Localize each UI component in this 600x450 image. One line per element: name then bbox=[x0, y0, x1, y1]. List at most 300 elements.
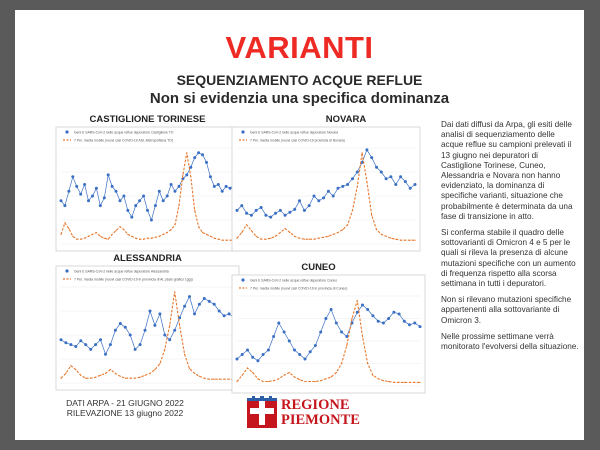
data-point bbox=[393, 382, 394, 383]
data-point bbox=[158, 190, 161, 193]
data-point bbox=[236, 381, 237, 382]
data-point bbox=[129, 334, 132, 337]
data-point bbox=[313, 195, 316, 198]
legend-label: 7 Per. media mobile (nuovi casi COVID-19 ASL Metropolitana TO) bbox=[74, 138, 173, 143]
data-point bbox=[124, 326, 127, 329]
data-point bbox=[122, 195, 125, 198]
chart-cuneo bbox=[231, 262, 426, 396]
data-point bbox=[414, 240, 415, 241]
data-point bbox=[149, 373, 150, 374]
data-point bbox=[135, 238, 136, 239]
data-point bbox=[224, 379, 225, 380]
data-point bbox=[119, 199, 122, 202]
data-point bbox=[218, 239, 219, 240]
data-point bbox=[95, 187, 98, 190]
data-point bbox=[319, 331, 322, 334]
chart-alessandria bbox=[55, 253, 240, 393]
data-point bbox=[90, 378, 91, 379]
data-point bbox=[214, 379, 215, 380]
data-source bbox=[55, 398, 195, 418]
data-point bbox=[171, 229, 172, 230]
data-point bbox=[197, 151, 200, 154]
data-point bbox=[357, 186, 358, 187]
data-point bbox=[340, 331, 343, 334]
data-point bbox=[380, 171, 383, 174]
data-point bbox=[115, 373, 116, 374]
data-point bbox=[332, 195, 335, 198]
data-point bbox=[96, 232, 97, 233]
data-point bbox=[246, 349, 249, 352]
data-point bbox=[284, 214, 287, 217]
data-point bbox=[299, 238, 300, 239]
data-point bbox=[268, 381, 269, 382]
chart-title: CASTIGLIONE TORINESE bbox=[89, 114, 206, 125]
data-point bbox=[386, 236, 387, 237]
data-point bbox=[88, 236, 89, 237]
data-point bbox=[218, 310, 221, 313]
data-point bbox=[100, 236, 101, 237]
data-point bbox=[120, 376, 121, 377]
data-point bbox=[79, 193, 82, 196]
data-point bbox=[247, 367, 248, 368]
data-point bbox=[337, 187, 340, 190]
data-point bbox=[277, 322, 280, 325]
description-text bbox=[441, 120, 579, 358]
data-point bbox=[414, 183, 417, 186]
data-point bbox=[74, 345, 77, 348]
data-point bbox=[313, 239, 314, 240]
chart-frame bbox=[232, 127, 420, 251]
data-point bbox=[371, 314, 374, 317]
chart-title: NOVARA bbox=[325, 114, 367, 125]
data-point bbox=[241, 232, 242, 233]
data-point bbox=[362, 152, 363, 153]
data-point bbox=[378, 378, 379, 379]
data-point bbox=[65, 373, 66, 374]
data-point bbox=[256, 359, 259, 362]
description-paragraph: Si conferma stabile il quadro delle sottovarianti di Omicron 4 e 5 per le quali si rileva la presenza di alcune mutazioni specifiche con un aumento di frequenza rispetto alla scorsa settimana in tutti i depuratori. bbox=[441, 228, 576, 289]
data-point bbox=[185, 173, 188, 176]
data-point bbox=[251, 230, 252, 231]
legend-label: Geni E SARS-CoV-2 nelle acque reflue depuratore Castiglione TO bbox=[74, 130, 174, 135]
data-point bbox=[361, 304, 364, 307]
data-point bbox=[205, 161, 208, 164]
data-point bbox=[203, 297, 206, 300]
data-point bbox=[267, 349, 270, 352]
legend-marker bbox=[241, 130, 244, 133]
data-point bbox=[79, 339, 82, 342]
data-point bbox=[351, 318, 352, 319]
data-point bbox=[362, 336, 363, 337]
data-point bbox=[202, 232, 203, 233]
legend-label: Geni E SARS-CoV-2 nelle acque reflue depuratore Cuneo bbox=[250, 278, 338, 283]
data-point bbox=[105, 373, 106, 374]
data-point bbox=[318, 238, 319, 239]
chart-plot bbox=[231, 274, 426, 394]
logo-line: REGIONE bbox=[281, 397, 350, 413]
chart-frame bbox=[232, 275, 425, 393]
data-point bbox=[147, 238, 148, 239]
data-point bbox=[183, 305, 186, 308]
data-point bbox=[163, 334, 166, 337]
data-point bbox=[91, 195, 94, 198]
data-point bbox=[99, 204, 102, 207]
data-point bbox=[70, 365, 71, 366]
chart-novara bbox=[231, 114, 421, 254]
data-point bbox=[217, 183, 220, 186]
data-point bbox=[138, 199, 141, 202]
data-point bbox=[168, 338, 171, 341]
data-point bbox=[142, 195, 145, 198]
data-point bbox=[226, 240, 227, 241]
data-point bbox=[115, 190, 118, 193]
data-point bbox=[337, 232, 338, 233]
data-point bbox=[174, 224, 175, 225]
data-point bbox=[245, 212, 248, 215]
data-point bbox=[285, 228, 286, 229]
data-point bbox=[240, 204, 243, 207]
data-point bbox=[289, 232, 290, 233]
data-point bbox=[298, 199, 301, 202]
data-point bbox=[150, 219, 153, 222]
data-point bbox=[75, 185, 78, 188]
data-point bbox=[419, 325, 422, 328]
data-point bbox=[109, 343, 112, 346]
data-point bbox=[414, 382, 415, 383]
legend-label: 7 Per. media mobile (nuovi casi COVID-19 provincia di Novara) bbox=[250, 138, 345, 143]
sampling-date: RILEVAZIONE 13 giugno 2022 bbox=[66, 408, 184, 418]
data-point bbox=[328, 236, 329, 237]
data-point bbox=[75, 369, 76, 370]
data-point bbox=[130, 216, 133, 219]
data-point bbox=[303, 209, 306, 212]
data-point bbox=[251, 356, 254, 359]
data-point bbox=[134, 348, 137, 351]
data-point bbox=[322, 196, 325, 199]
data-point bbox=[352, 210, 353, 211]
data-point bbox=[134, 204, 137, 207]
data-point bbox=[310, 381, 311, 382]
data-point bbox=[294, 376, 295, 377]
data-point bbox=[167, 232, 168, 233]
data-point bbox=[190, 176, 191, 177]
data-point bbox=[154, 204, 157, 207]
data-point bbox=[130, 378, 131, 379]
data-point bbox=[409, 187, 412, 190]
data-point bbox=[178, 185, 181, 188]
data-point bbox=[201, 153, 204, 156]
data-point bbox=[327, 190, 330, 193]
chart-plot bbox=[55, 265, 240, 391]
data-point bbox=[103, 196, 106, 199]
data-point bbox=[94, 343, 97, 346]
data-point bbox=[293, 208, 296, 211]
data-point bbox=[174, 291, 175, 292]
data-point bbox=[351, 177, 354, 180]
data-point bbox=[377, 320, 380, 323]
data-point bbox=[110, 369, 111, 370]
data-point bbox=[125, 378, 126, 379]
data-point bbox=[372, 375, 373, 376]
data-point bbox=[131, 236, 132, 237]
data-point bbox=[257, 378, 258, 379]
data-point bbox=[213, 185, 216, 188]
data-point bbox=[274, 212, 277, 215]
data-point bbox=[221, 190, 224, 193]
data-point bbox=[229, 379, 230, 380]
data-point bbox=[371, 215, 372, 216]
data-point bbox=[309, 350, 312, 353]
data-point bbox=[341, 185, 344, 188]
data-point bbox=[119, 226, 120, 227]
piemonte-flag-icon bbox=[247, 396, 277, 428]
data-point bbox=[280, 232, 281, 233]
data-point bbox=[413, 322, 416, 325]
data-point bbox=[64, 222, 65, 223]
data-point bbox=[370, 156, 373, 159]
data-point bbox=[273, 380, 274, 381]
data-point bbox=[250, 214, 253, 217]
data-point bbox=[419, 382, 420, 383]
page-title: VARIANTI bbox=[225, 30, 374, 65]
data-point bbox=[382, 322, 385, 325]
description-paragraph: Nelle prossime settimane verrà monitorato l'evolversi della situazione. bbox=[441, 331, 579, 352]
data-point bbox=[104, 238, 105, 239]
data-point bbox=[60, 234, 61, 235]
data-point bbox=[400, 240, 401, 241]
data-point bbox=[323, 237, 324, 238]
data-point bbox=[194, 373, 195, 374]
data-point bbox=[206, 234, 207, 235]
data-point bbox=[186, 152, 187, 153]
data-point bbox=[159, 363, 160, 364]
data-point bbox=[140, 377, 141, 378]
data-point bbox=[154, 369, 155, 370]
data-point bbox=[213, 303, 216, 306]
data-point bbox=[317, 199, 320, 202]
data-point bbox=[111, 185, 114, 188]
chart-frame bbox=[56, 266, 239, 390]
data-point bbox=[146, 209, 149, 212]
data-point bbox=[222, 240, 223, 241]
data-point bbox=[119, 322, 122, 325]
data-point bbox=[308, 204, 311, 207]
data-point bbox=[304, 239, 305, 240]
data-point bbox=[388, 381, 389, 382]
legend-label: Geni E SARS-CoV-2 nelle acque reflue depuratore Novara bbox=[250, 130, 339, 135]
chart-plot bbox=[231, 126, 421, 252]
data-point bbox=[325, 378, 326, 379]
data-point bbox=[209, 379, 210, 380]
data-point bbox=[80, 239, 81, 240]
legend-marker bbox=[241, 278, 244, 281]
data-point bbox=[139, 343, 142, 346]
data-point bbox=[392, 311, 395, 314]
data-point bbox=[126, 209, 129, 212]
data-point bbox=[288, 340, 291, 343]
data-point bbox=[199, 376, 200, 377]
data-point bbox=[151, 238, 152, 239]
data-point bbox=[63, 204, 66, 207]
data-point bbox=[164, 349, 165, 350]
data-point bbox=[60, 199, 63, 202]
data-point bbox=[189, 368, 190, 369]
data-point bbox=[275, 236, 276, 237]
description-paragraph: Dai dati diffusi da Arpa, gli esiti delle analisi di sequenziamento delle acque reflue su campioni prelevati il 13 giugno nei depuratori di Castiglione Torinese, Cuneo, Alessandria e Novara non hanno evidenziato, la dominanza di specifiche varianti, situazione che probabilmente è determinata da una fase di transizione in atto. bbox=[441, 120, 573, 221]
data-point bbox=[255, 209, 258, 212]
data-point bbox=[270, 238, 271, 239]
data-point bbox=[112, 234, 113, 235]
data-point bbox=[198, 303, 201, 306]
data-point bbox=[100, 375, 101, 376]
data-point bbox=[314, 344, 317, 347]
data-point bbox=[376, 229, 377, 230]
data-point bbox=[114, 329, 117, 332]
data-point bbox=[68, 228, 69, 229]
data-point bbox=[193, 312, 196, 315]
data-point bbox=[83, 183, 86, 186]
data-point bbox=[335, 322, 338, 325]
data-point bbox=[92, 234, 93, 235]
data-point bbox=[283, 331, 286, 334]
description-paragraph: Non si rilevano mutazioni specifiche appartenenti alla sottovariante di Omicron 3. bbox=[441, 295, 572, 325]
data-point bbox=[144, 329, 147, 332]
data-point bbox=[299, 379, 300, 380]
data-point bbox=[64, 341, 67, 344]
data-point bbox=[336, 372, 337, 373]
data-point bbox=[289, 372, 290, 373]
data-point bbox=[262, 353, 265, 356]
data-point bbox=[60, 338, 63, 341]
data-point bbox=[246, 224, 247, 225]
data-point bbox=[309, 239, 310, 240]
data-point bbox=[127, 234, 128, 235]
regione-piemonte-logo bbox=[247, 396, 387, 430]
data-point bbox=[375, 166, 378, 169]
data-point bbox=[214, 238, 215, 239]
data-point bbox=[399, 382, 400, 383]
data-point bbox=[260, 206, 263, 209]
data-point bbox=[135, 378, 136, 379]
data-point bbox=[170, 183, 173, 186]
data-point bbox=[184, 354, 185, 355]
data-point bbox=[252, 372, 253, 373]
data-point bbox=[341, 363, 342, 364]
data-point bbox=[104, 353, 107, 356]
data-point bbox=[304, 381, 305, 382]
data-point bbox=[219, 379, 220, 380]
data-point bbox=[87, 199, 90, 202]
data-point bbox=[241, 353, 244, 356]
legend-label: Geni E SARS-CoV-2 nelle acque reflue depuratore Alessandria bbox=[74, 269, 169, 274]
chart-plot bbox=[55, 126, 240, 252]
data-point bbox=[107, 173, 110, 176]
data-point bbox=[85, 378, 86, 379]
data-point bbox=[84, 343, 87, 346]
data-point bbox=[223, 314, 226, 317]
data-point bbox=[84, 238, 85, 239]
data-date: DATI ARPA - 21 GIUGNO 2022 bbox=[66, 398, 184, 408]
data-point bbox=[298, 353, 301, 356]
data-point bbox=[144, 375, 145, 376]
data-point bbox=[410, 240, 411, 241]
logo-line: PIEMONTE bbox=[281, 411, 360, 428]
data-point bbox=[390, 238, 391, 239]
chart-castiglione bbox=[55, 114, 240, 254]
data-point bbox=[209, 175, 212, 178]
data-point bbox=[95, 377, 96, 378]
data-point bbox=[236, 209, 239, 212]
legend-label: 7 Per. media mobile (nuovi casi COVID-19 in provincia di Cuneo) bbox=[250, 286, 348, 291]
data-point bbox=[399, 175, 402, 178]
data-point bbox=[166, 195, 169, 198]
data-point bbox=[76, 239, 77, 240]
data-point bbox=[293, 349, 296, 352]
data-point bbox=[178, 205, 179, 206]
data-point bbox=[198, 226, 199, 227]
data-point bbox=[365, 148, 368, 151]
data-point bbox=[188, 295, 191, 298]
legend-marker bbox=[65, 269, 68, 272]
data-point bbox=[158, 312, 161, 315]
data-point bbox=[67, 190, 70, 193]
data-point bbox=[108, 239, 109, 240]
data-point bbox=[389, 175, 392, 178]
data-point bbox=[143, 239, 144, 240]
data-point bbox=[404, 180, 407, 183]
data-point bbox=[264, 214, 267, 217]
data-point bbox=[169, 325, 170, 326]
data-point bbox=[182, 174, 183, 175]
chart-title: ALESSANDRIA bbox=[113, 253, 182, 264]
data-point bbox=[366, 308, 369, 311]
data-point bbox=[236, 358, 239, 361]
data-point bbox=[403, 320, 406, 323]
data-point bbox=[395, 239, 396, 240]
data-point bbox=[385, 177, 388, 180]
data-point bbox=[272, 335, 275, 338]
data-point bbox=[261, 239, 262, 240]
legend-marker bbox=[65, 130, 68, 133]
data-point bbox=[366, 181, 367, 182]
data-point bbox=[153, 324, 156, 327]
data-point bbox=[123, 229, 124, 230]
data-point bbox=[60, 378, 61, 379]
data-point bbox=[381, 234, 382, 235]
slide bbox=[15, 10, 584, 440]
data-point bbox=[387, 317, 390, 320]
data-point bbox=[408, 323, 411, 326]
data-point bbox=[345, 335, 348, 338]
data-point bbox=[288, 211, 291, 214]
chart-frame bbox=[56, 127, 239, 251]
data-point bbox=[294, 236, 295, 237]
page-subtitle: SEQUENZIAMENTO ACQUE REFLUE bbox=[176, 72, 423, 88]
data-point bbox=[159, 236, 160, 237]
data-point bbox=[347, 224, 348, 225]
data-point bbox=[204, 378, 205, 379]
data-point bbox=[315, 381, 316, 382]
data-point bbox=[263, 381, 264, 382]
data-point bbox=[398, 313, 401, 316]
data-point bbox=[149, 310, 152, 313]
page-tagline: Non si evidenzia una specifica dominanza bbox=[149, 90, 450, 107]
data-point bbox=[304, 358, 307, 361]
data-point bbox=[194, 210, 195, 211]
data-point bbox=[115, 230, 116, 231]
data-point bbox=[356, 171, 359, 174]
data-point bbox=[162, 199, 165, 202]
